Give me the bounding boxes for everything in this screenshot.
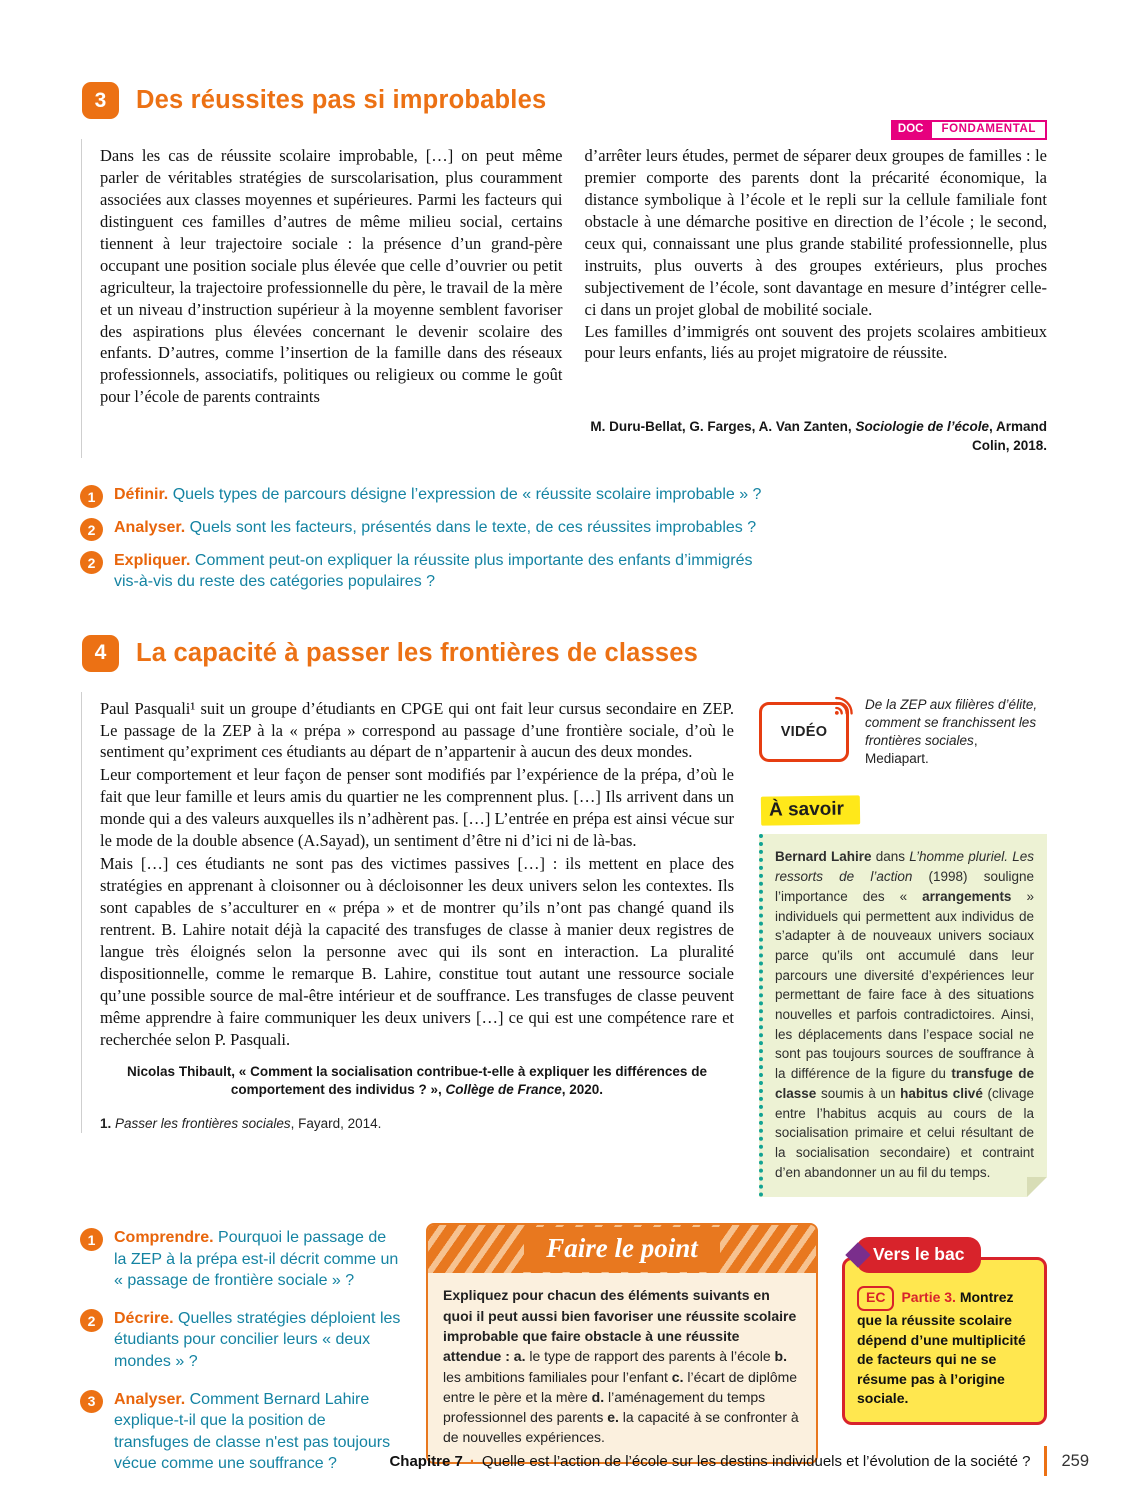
- question-keyword: Analyser.: [114, 519, 186, 537]
- video-block: [759, 696, 1047, 769]
- section-3-header: [82, 82, 1047, 119]
- question-keyword: Comprendre.: [114, 1229, 214, 1247]
- question-body: Comment Bernard Lahire explique-t-il que la position de transfuges de classe n'est pas toujours vécue comme une souffrance ?: [114, 1390, 391, 1472]
- question-body: Quels sont les facteurs, présentés dans le texte, de ces réussites improbables ?: [189, 519, 757, 537]
- section-4-header: [82, 635, 1047, 672]
- question-text: [114, 484, 761, 508]
- section-3-number-badge: 3: [82, 82, 119, 119]
- question-keyword: Analyser.: [114, 1390, 186, 1408]
- question-keyword: Expliquer.: [114, 552, 191, 570]
- vers-le-bac-banner: Vers le bac: [856, 1237, 981, 1273]
- a-savoir-body: Bernard Lahire dans L’homme pluriel. Les ressorts de l’action (1998) souligne l’importance des « arrangements » individuels qui permettent aux individus de s’adapter à de nouveaux univers sociaux parce qu’ils ont accumulé dans leur parcours une diversité d’expériences leur permettant de faire face à des situations nouvelles et parfois contradictoires. Ainsi, les déplacements dans l’espace social ne sont pas toujours sources de souffrance à la différence de la figure du transfuge de classe soumis à un habitus clivé (clivage entre l’habitus acquis au cours de la socialisation primaire et celui résultant de la socialisation secondaire) et contraint d’en abandonner un au fil du temps.: [759, 834, 1047, 1197]
- question-body: Quelles stratégies déploient les étudiants pour concilier leurs « deux mondes » ?: [114, 1310, 401, 1370]
- question-item: [80, 1389, 402, 1474]
- question-item: [80, 550, 770, 593]
- signal-waves-icon: [830, 690, 857, 717]
- section-4-questions-column: [80, 1223, 402, 1491]
- video-label: VIDÉO: [780, 724, 828, 740]
- section-4-questions: [80, 1227, 402, 1474]
- doc-badge-label: FONDAMENTAL: [930, 120, 1047, 140]
- footer-chapter-label: Chapitre 7: [389, 1452, 463, 1470]
- question-item: [80, 1308, 402, 1372]
- doc-4-footnote: 1. Passer les frontières sociales, Fayard, 2014.: [100, 1116, 382, 1132]
- doc-3-text: [100, 145, 1047, 408]
- question-number-badge: 1: [80, 1228, 103, 1251]
- question-number-badge: 2: [80, 518, 103, 541]
- question-item: [80, 1227, 402, 1291]
- section-3: [80, 82, 1047, 593]
- doc-4-citation: Nicolas Thibault, « Comment la socialisation contribue-t-elle à expliquer les différences de comportement des individus ? », Collège de France, 2020.: [127, 1063, 707, 1098]
- doc-3-column-right: [585, 145, 1048, 408]
- question-item: [80, 517, 770, 541]
- doc-3-citation: M. Duru-Bellat, G. Farges, A. Van Zanten, Sociologie de l’école, Armand Colin, 2018.: [590, 419, 1047, 454]
- faire-le-point-body: Expliquez pour chacun des éléments suivants en quoi il peut aussi bien favoriser une réussite scolaire improbable que faire obstacle à une réussite attendue : a. le type de rapport des parents à l’école b. les ambitions familiales pour l’enfant c. l’écart de diplôme entre le père et la mère d. l’aménagement du temps professionnel des parents e. la capacité à se confronter à de nouvelles expériences.: [443, 1287, 799, 1446]
- doc-4-block: [81, 692, 734, 1134]
- video-button[interactable]: [759, 702, 849, 762]
- question-text: [114, 1389, 402, 1474]
- doc-fondamental-badge: [891, 120, 1047, 140]
- ec-badge: EC: [857, 1286, 894, 1311]
- footer-divider-bar: [1044, 1446, 1047, 1476]
- section-4-title: La capacité à passer les frontières de classes: [136, 638, 699, 667]
- faire-le-point-title: Faire le point: [524, 1227, 720, 1272]
- question-text: [114, 517, 756, 541]
- question-text: [114, 550, 770, 593]
- footer-page-number: 259: [1061, 1451, 1089, 1470]
- question-number-badge: 1: [80, 485, 103, 508]
- a-savoir-title: À savoir: [761, 796, 860, 826]
- question-body: Pourquoi le passage de la ZEP à la prépa est-il décrit comme un « passage de frontière sociale » ?: [114, 1229, 399, 1289]
- doc-paragraph: Leur comportement et leur façon de penser sont modifiés par l’expérience de la prépa, d’où le fait que leur famille et leurs amis du quartier ne les comprennent plus. […] Ils arrivent dans un monde qui a des valeurs auxquelles ils n’adhèrent pas. […] L’entrée en prépa est ainsi vécue sur le mode de la double absence (A.Sayad), un sentiment d’être ni d’ici ni de là-bas.: [100, 765, 734, 851]
- section-3-questions: [80, 484, 1047, 593]
- section-3-title: Des réussites pas si improbables: [136, 86, 547, 114]
- footer-separator: ·: [469, 1452, 475, 1470]
- a-savoir-block: [759, 796, 1047, 1197]
- page-footer: [389, 1446, 1089, 1476]
- doc-3-block: [81, 123, 1047, 458]
- question-item: [80, 484, 770, 508]
- vers-le-bac-text: Partie 3. Montrez que la réussite scolaire dépend d’une multiplicité de facteurs qui ne se résume pas à l’origine sociale.: [857, 1289, 1026, 1407]
- question-keyword: Définir.: [114, 486, 169, 504]
- doc-badge-doc: DOC: [891, 120, 931, 140]
- doc-paragraph: Paul Pasquali¹ suit un groupe d’étudiants en CPGE qui ont fait leur cursus secondaire en ZEP. Le passage de la ZEP à la « prépa » correspond au passage d’une frontière sociale, d’où le sentiment qu’expriment ces étudiants au départ de n’appartenir à aucun des deux mondes.: [100, 698, 734, 762]
- question-number-badge: 3: [80, 1390, 103, 1413]
- video-caption: De la ZEP aux filières d’élite, comment se franchissent les frontières sociales, Mediapart.: [865, 696, 1038, 767]
- doc-paragraph: Mais […] ces étudiants ne sont pas des victimes passives […] : ils mettent en place des stratégies en apprenant à cloisonner ou à décloisonner les deux univers selon les contextes. Ils sont capables de s’acculturer en « prépa » et de montrer qu’ils n’ont pas changé quand ils rentrent. B. Lahire notait déjà la capacité des transfuges de classe à manier deux registres de langue très éloignés selon la personne avec qui ils sont en interaction. La pluralité dispositionnelle, comme le remarque B. Lahire, constitue tout autant une ressource sociale qu’une possible source de mal-être intérieur et de souffrance. Les transfuges de classe peuvent même apprendre à faire communiquer les deux univers […] ce qui est une compétence rare et recherchée selon P. Pasquali.: [100, 854, 734, 1049]
- doc-paragraph: Dans les cas de réussite scolaire improbable, […] on peut même parler de véritables stratégies de surscolarisation, plus couramment associées aux classes moyennes et supérieures. Parmi les facteurs qui distinguent ces familles d’autres de même milieu social, certains tiennent à leur trajectoire sociale : la présence d’un grand-père occupant une position sociale plus élevée que celle d’ouvrier ou petit agriculteur, la trajectoire professionnelle du père, le travail de la mère et un niveau d’instruction supérieur à la moyenne semblent favoriser des aspirations plus élevées concernant le devenir scolaire des enfants. D’autres, comme l’insertion de la famille dans des réseaux professionnels, associatifs, politiques ou religieux ou comme le goût pour l’école de parents contraints: [100, 146, 563, 407]
- question-number-badge: 2: [80, 1309, 103, 1332]
- faire-le-point-header: [428, 1225, 816, 1273]
- doc-paragraph: Les familles d’immigrés ont souvent des projets scolaires ambitieux pour leurs enfants, liés au projet migratoire de réussite.: [584, 321, 1047, 363]
- vers-le-bac-body: [842, 1257, 1047, 1425]
- section-4-number-badge: 4: [82, 635, 119, 672]
- footer-chapter-question: Quelle est l’action de l’école sur les destins individuels et l’évolution de la société ?: [481, 1452, 1031, 1470]
- question-text: [114, 1308, 402, 1372]
- doc-4-text: [100, 698, 734, 1051]
- section-4: [80, 635, 1047, 1491]
- question-body: Quels types de parcours désigne l’expression de « réussite scolaire improbable » ?: [172, 486, 762, 504]
- question-text: [114, 1227, 402, 1291]
- faire-le-point-box: [426, 1223, 818, 1463]
- section-4-sidebar: [759, 692, 1047, 1198]
- doc-paragraph: d’arrêter leurs études, permet de séparer deux groupes de familles : le premier comporte des parents dont la précarité économique, la distance symbolique à l’école et le repli sur la cellule familiale font obstacle à une démarche positive en direction de l’école ; le second, ceux qui, connaissant une plus grande stabilité professionnelle, plus instruits, plus ouverts à des groupes extérieurs, plus proches subjectivement de l’école, sont davantage en mesure d’intégrer celle-ci dans un projet global de mobilité sociale.: [584, 146, 1047, 319]
- question-keyword: Décrire.: [114, 1310, 174, 1328]
- section-4-body: [80, 692, 1047, 1198]
- vers-le-bac-block: [842, 1223, 1047, 1425]
- question-number-badge: 2: [80, 551, 103, 574]
- doc-3-column-left: [100, 145, 563, 408]
- question-body: Comment peut-on expliquer la réussite plus importante des enfants d’immigrés vis-à-vis du reste des catégories populaires ?: [114, 552, 753, 591]
